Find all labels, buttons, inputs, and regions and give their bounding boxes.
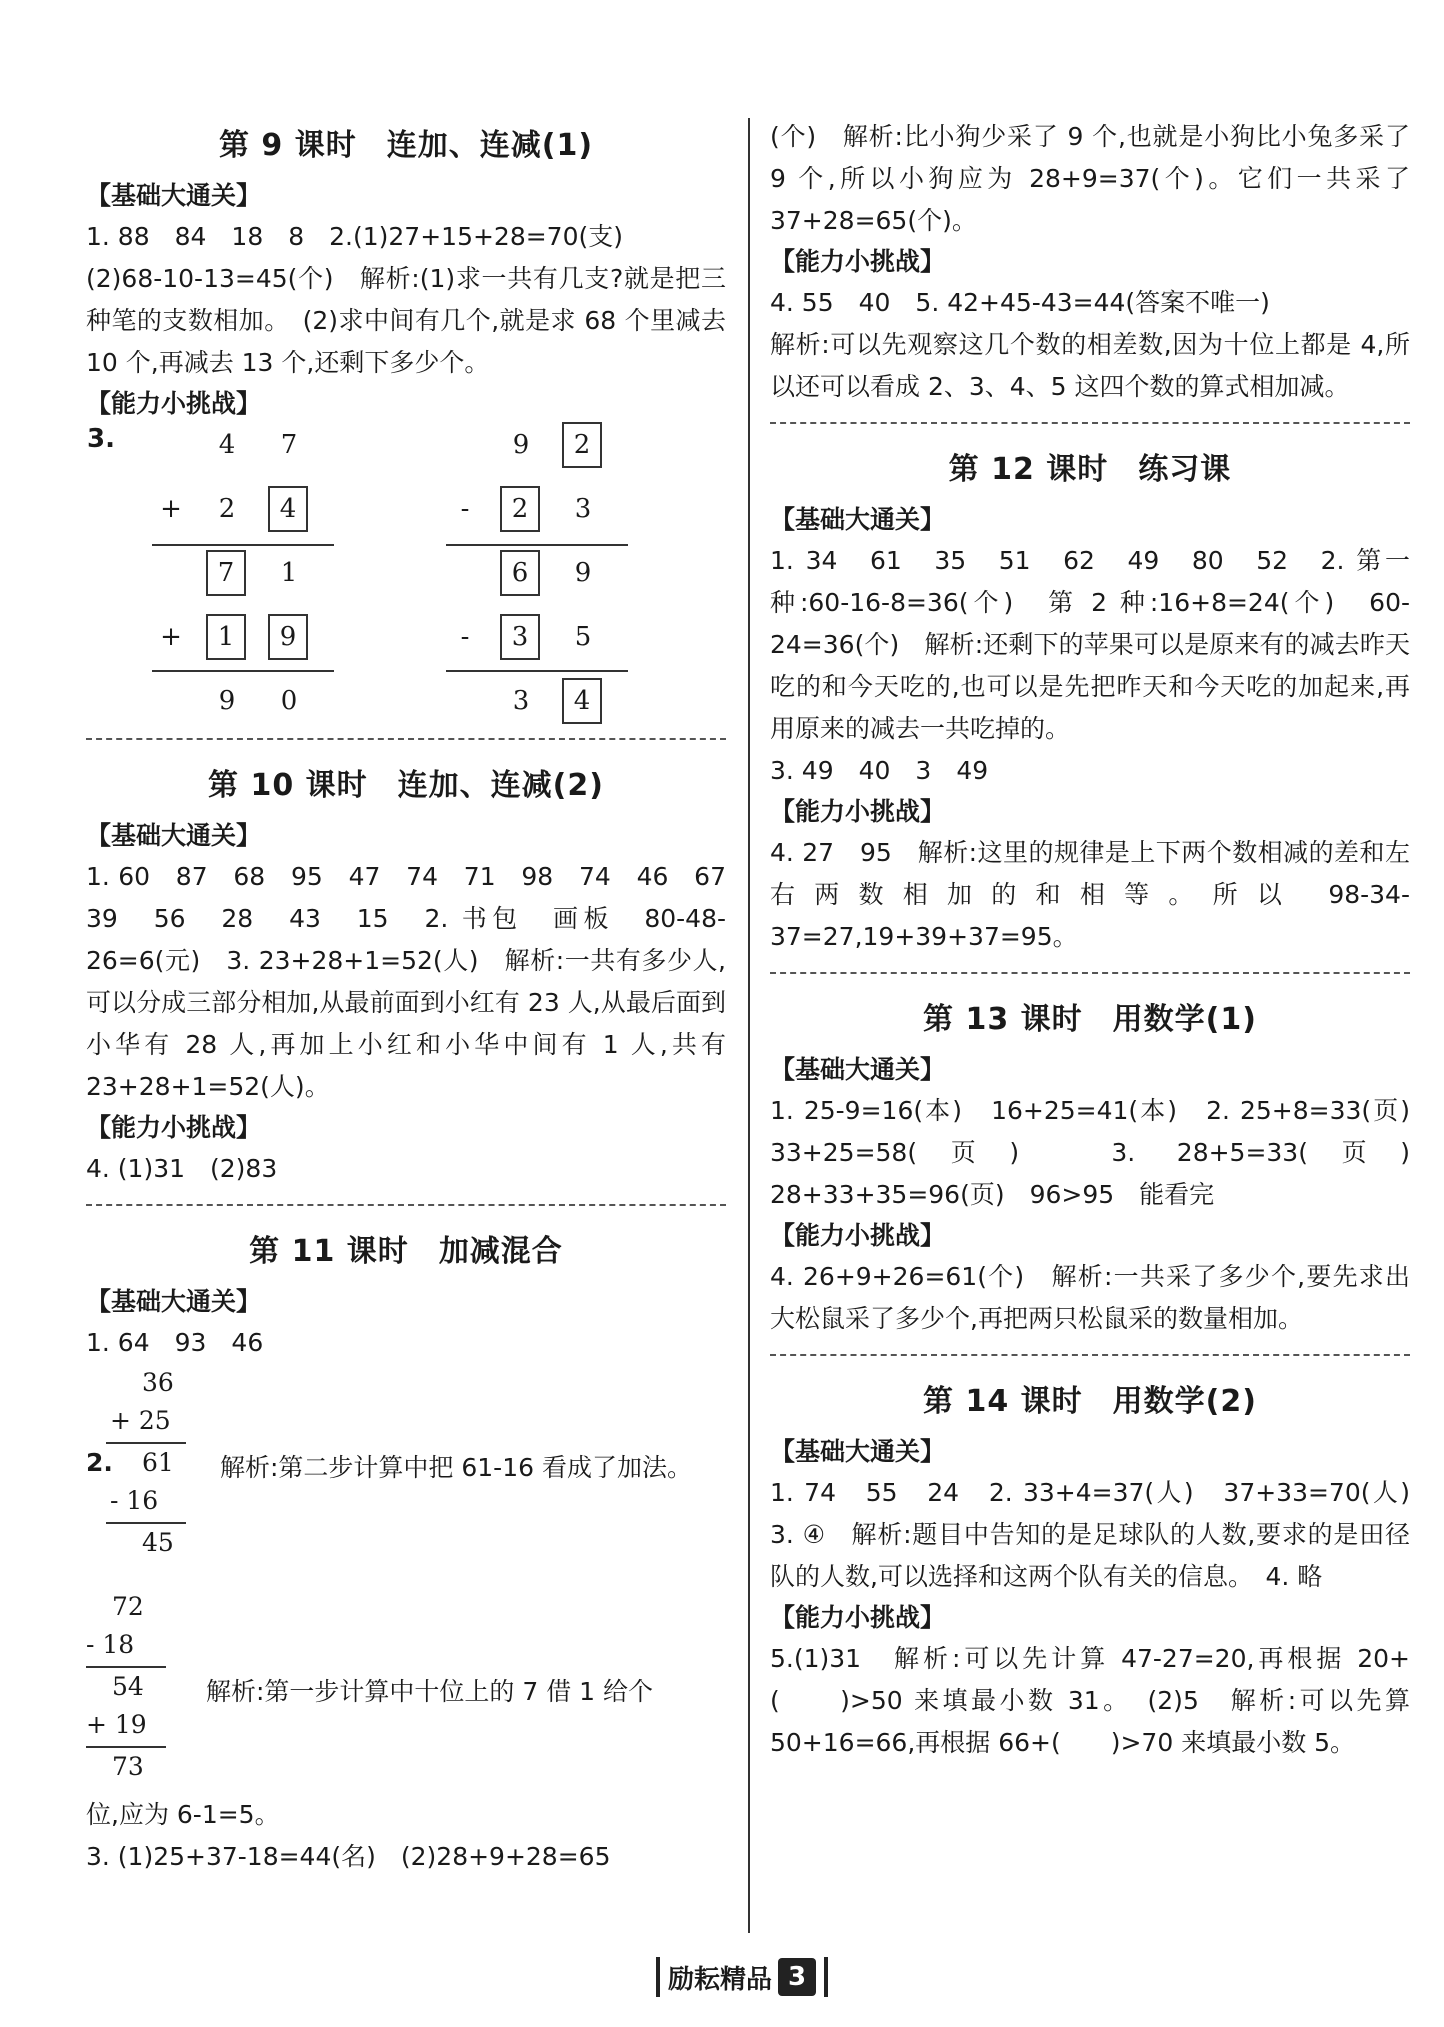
lesson-12-answer-2: 3. 49 40 3 49 <box>770 756 989 785</box>
lesson-11-answer-3: 3. (1)25+37-18=44(名) (2)28+9+28=65 <box>86 1842 611 1871</box>
number: + 25 <box>110 1406 171 1435</box>
digit: 2 <box>218 494 236 524</box>
lesson-9-title: 第 9 课时 连加、连减(1) <box>218 128 594 163</box>
number: 36 <box>142 1368 174 1397</box>
basic-section-heading: 【基础大通关】 <box>86 821 262 850</box>
basic-section-heading: 【基础大通关】 <box>86 1287 262 1316</box>
footer-bar <box>656 1957 660 1997</box>
section-divider <box>770 972 1410 974</box>
lesson-13-title: 第 13 课时 用数学(1) <box>923 1002 1257 1037</box>
digit: 1 <box>280 558 298 588</box>
answer-box: 1 <box>206 614 246 660</box>
answer-box: 3 <box>500 614 540 660</box>
basic-section-heading: 【基础大通关】 <box>770 1055 946 1084</box>
answer-box: 9 <box>268 614 308 660</box>
number: + 19 <box>86 1710 147 1739</box>
number: - 16 <box>110 1486 159 1515</box>
calc-rule <box>86 1746 166 1748</box>
difference-rule <box>446 670 628 672</box>
calc-rule <box>86 1666 166 1668</box>
column-divider <box>748 118 750 1933</box>
digit: 3 <box>512 686 530 716</box>
number: 61 <box>142 1448 174 1477</box>
brand-name: 励耘精品 <box>667 1964 772 1995</box>
difference-rule <box>446 544 628 546</box>
digit: 4 <box>218 430 236 460</box>
lesson-10-answer-2: 4. (1)31 (2)83 <box>86 1154 278 1183</box>
challenge-section-heading: 【能力小挑战】 <box>86 389 262 418</box>
challenge-section-heading: 【能力小挑战】 <box>86 1113 262 1142</box>
question-number: 3. <box>87 424 115 454</box>
lesson-12-answer-3: 4. 27 95 解析:这里的规律是上下两个数相减的差和左右两数相加的和相等。所以 98-34-37=27,19+39+37=95。 <box>770 838 1410 951</box>
section-divider <box>770 1354 1410 1356</box>
challenge-section-heading: 【能力小挑战】 <box>770 1603 946 1632</box>
continued-answer: (个) 解析:比小狗少采了 9 个,也就是小狗比小兔多采了 9 个,所以小狗应为 28+9=37(个)。它们一共采了 37+28=65(个)。 <box>770 122 1410 235</box>
lesson-11-answer-2: 位,应为 6-1=5。 <box>86 1800 280 1829</box>
lesson-14-answer-1: 1. 74 55 24 2. 33+4=37(人) 37+33=70(人) 3. ④ 解析:题目中告知的是足球队的人数,要求的是田径队的人数,可以选择和这两个队有关的信息。 4. 略 <box>770 1478 1436 1591</box>
basic-section-heading: 【基础大通关】 <box>86 181 262 210</box>
calc-rule <box>106 1442 186 1444</box>
analysis-note: 解析:第二步计算中把 61-16 看成了加法。 <box>220 1453 692 1482</box>
plus-sign: + <box>160 494 182 524</box>
lesson-14-title: 第 14 课时 用数学(2) <box>923 1384 1257 1419</box>
lesson-11-answer-1: 1. 64 93 46 <box>86 1328 264 1357</box>
vertical-calculation-corrections <box>86 1364 726 1794</box>
challenge-section-heading: 【能力小挑战】 <box>770 247 946 276</box>
minus-sign: - <box>460 622 470 652</box>
digit: 9 <box>218 686 236 716</box>
right-column <box>770 116 1436 1764</box>
challenge-section-heading: 【能力小挑战】 <box>770 797 946 826</box>
lesson-13-answer-1: 1. 25-9=16(本) 16+25=41(本) 2. 25+8=33(页) 33+25=58(页) 3. 28+5=33(页) 28+33+35=96(页) 96>95 能看完 <box>770 1096 1436 1209</box>
analysis-note: 解析:第一步计算中十位上的 7 借 1 给个 <box>206 1677 654 1706</box>
digit: 3 <box>574 494 592 524</box>
answer-box: 4 <box>562 678 602 724</box>
continued-answer-2: 4. 55 40 5. 42+45-43=44(答案不唯一) <box>770 288 1270 317</box>
basic-section-heading: 【基础大通关】 <box>770 505 946 534</box>
answer-box: 2 <box>562 422 602 468</box>
number: 45 <box>142 1528 174 1557</box>
page-number: 3 <box>778 1958 816 1996</box>
digit: 9 <box>574 558 592 588</box>
lesson-12-title: 第 12 课时 练习课 <box>948 452 1232 487</box>
footer-bar <box>824 1957 828 1997</box>
lesson-14-answer-2: 5.(1)31 解析:可以先计算 47-27=20,再根据 20+( )>50 来填最小数 31。 (2)5 解析:可以先算 50+16=66,再根据 66+( )>70 来填最小数 5。 <box>770 1644 1410 1757</box>
sum-rule <box>152 544 334 546</box>
digit: 5 <box>574 622 592 652</box>
continued-answer-3: 解析:可以先观察这几个数的相差数,因为十位上都是 4,所以还可以看成 2、3、4、5 这四个数的算式相加减。 <box>770 330 1410 401</box>
minus-sign: - <box>460 494 470 524</box>
answer-box: 7 <box>206 550 246 596</box>
digit: 7 <box>280 430 298 460</box>
sum-rule <box>152 670 334 672</box>
page-footer <box>622 1955 862 1999</box>
number: 54 <box>112 1672 144 1701</box>
basic-section-heading: 【基础大通关】 <box>770 1437 946 1466</box>
digit: 0 <box>280 686 298 716</box>
section-divider <box>86 738 726 740</box>
lesson-11-title: 第 11 课时 加减混合 <box>249 1234 563 1269</box>
section-divider <box>86 1204 726 1206</box>
challenge-section-heading: 【能力小挑战】 <box>770 1221 946 1250</box>
question-number: 2. <box>86 1448 113 1477</box>
number: 73 <box>112 1752 144 1781</box>
section-divider <box>770 422 1410 424</box>
lesson-10-answer-1: 1. 60 87 68 95 47 74 71 98 74 46 67 39 56 28 43 15 2. 书包 画板 80-48-26=6(元) 3. 23+28+1=52(人) 解析:一共有多少人,可以分成三部分相加,从最前面到小红有 23 人,从最后面到小华有 28 人,再加上小红和小华中间有 1 人,共有 23+28+1=52(人)。 <box>86 862 752 1101</box>
plus-sign: + <box>160 622 182 652</box>
calc-rule <box>106 1522 186 1524</box>
lesson-13-answer-2: 4. 26+9+26=61(个) 解析:一共采了多少个,要先求出大松鼠采了多少个,再把两只松鼠采的数量相加。 <box>770 1262 1410 1333</box>
answer-box: 2 <box>500 486 540 532</box>
number: 72 <box>112 1592 144 1621</box>
lesson-12-answer-1: 1. 34 61 35 51 62 49 80 52 2. 第一种:60-16-8=36(个) 第 2 种:16+8=24(个) 60-24=36(个) 解析:还剩下的苹果可以是原来有的减去昨天吃的和今天吃的,也可以是先把昨天和今天吃的加起来,再用原来的减去一共吃掉的。 <box>770 546 1410 743</box>
answer-box: 4 <box>268 486 308 532</box>
answer-box: 6 <box>500 550 540 596</box>
number: - 18 <box>86 1630 135 1659</box>
lesson-9-answer-1: 1. 88 84 18 8 2.(1)27+15+28=70(支) <box>86 222 623 251</box>
left-column <box>86 110 752 1878</box>
vertical-arithmetic-puzzles <box>86 424 726 724</box>
lesson-10-title: 第 10 课时 连加、连减(2) <box>208 768 604 803</box>
lesson-9-answer-2: (2)68-10-13=45(个) 解析:(1)求一共有几支?就是把三种笔的支数相加。 (2)求中间有几个,就是求 68 个里减去 10 个,再减去 13 个,还剩下多少个。 <box>86 264 726 377</box>
digit: 9 <box>512 430 530 460</box>
